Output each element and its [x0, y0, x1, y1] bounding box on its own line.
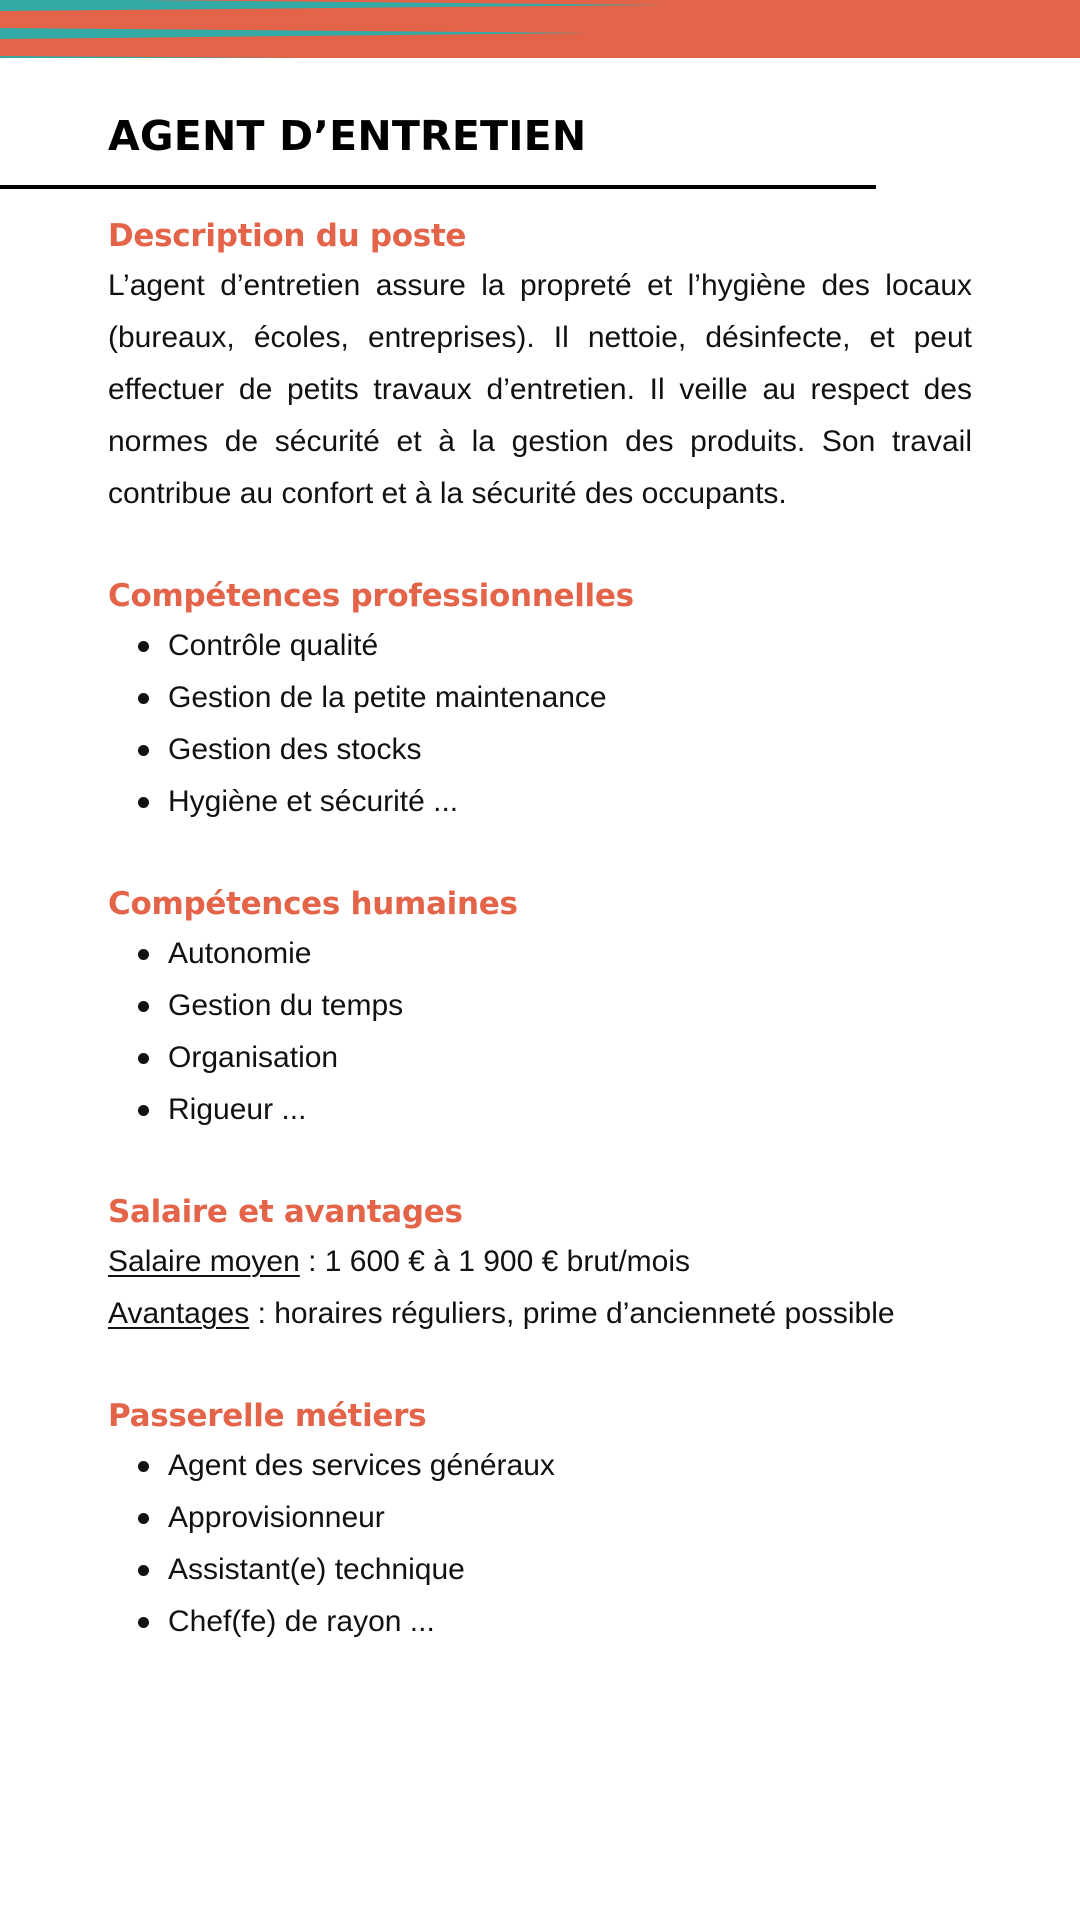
- list-item-label: Contrôle qualité: [168, 629, 379, 662]
- salary-line: [108, 1236, 972, 1288]
- list-item-label: Rigueur ...: [168, 1093, 307, 1126]
- list-item-label: Gestion de la petite maintenance: [168, 681, 607, 714]
- teal-streaks-icon: [0, 0, 1080, 58]
- human-skills-list: [108, 928, 972, 1136]
- bullet-icon: [138, 693, 149, 704]
- list-item-label: Autonomie: [168, 937, 312, 970]
- list-item: [108, 1596, 972, 1648]
- list-item-label: Organisation: [168, 1041, 339, 1074]
- list-item: [108, 1032, 972, 1084]
- list-item-label: Gestion du temps: [168, 989, 404, 1022]
- section-title-career-bridges: Passerelle métiers: [108, 1398, 427, 1434]
- professional-skills-list: [108, 620, 972, 828]
- list-item: [108, 776, 972, 828]
- list-item: [108, 1084, 972, 1136]
- section-professional-skills: [108, 572, 972, 828]
- section-career-bridges: [108, 1392, 972, 1648]
- description-paragraph: L’agent d’entretien assure la propreté et l’hygiène des locaux (bureaux, écoles, entreprises). Il nettoie, désinfecte, et peut effectuer de petits travaux d’entretien. Il veille au respect des normes de sécurité et à la gestion des produits. Son travail contribue au confort et à la sécurité des occupants.: [108, 269, 972, 510]
- list-item-label: Agent des services généraux: [168, 1449, 555, 1482]
- bullet-icon: [138, 797, 149, 808]
- benefits-label: Avantages: [108, 1297, 250, 1330]
- salary-value: 1 600 € à 1 900 € brut/mois: [324, 1245, 691, 1278]
- list-item: [108, 980, 972, 1032]
- section-title-professional-skills: Compétences professionnelles: [108, 578, 634, 614]
- list-item: [108, 1492, 972, 1544]
- list-item-label: Chef(fe) de rayon ...: [168, 1605, 435, 1638]
- bullet-icon: [138, 1565, 149, 1576]
- list-item: [108, 724, 972, 776]
- salary-label: Salaire moyen: [108, 1245, 300, 1278]
- list-item-label: Gestion des stocks: [168, 733, 422, 766]
- list-item: [108, 672, 972, 724]
- bullet-icon: [138, 641, 149, 652]
- list-item-label: Approvisionneur: [168, 1501, 385, 1534]
- bullet-icon: [138, 1105, 149, 1116]
- section-title-description: Description du poste: [108, 218, 467, 254]
- section-description: [108, 212, 972, 520]
- career-bridges-list: [108, 1440, 972, 1648]
- bullet-icon: [138, 1001, 149, 1012]
- list-item: [108, 620, 972, 672]
- section-human-skills: [108, 880, 972, 1136]
- title-divider: [0, 185, 876, 189]
- bullet-icon: [138, 1617, 149, 1628]
- job-sheet-content: [108, 212, 972, 1648]
- section-title-salary: Salaire et avantages: [108, 1194, 463, 1230]
- list-item-label: Assistant(e) technique: [168, 1553, 465, 1586]
- decorative-header-band: [0, 0, 1080, 58]
- salary-separator: :: [299, 1245, 325, 1278]
- list-item: [108, 1440, 972, 1492]
- benefits-line: [108, 1288, 972, 1340]
- bullet-icon: [138, 1053, 149, 1064]
- list-item-label: Hygiène et sécurité ...: [168, 785, 459, 818]
- page-title: AGENT D’ENTRETIEN: [108, 112, 587, 160]
- benefits-value: horaires réguliers, prime d’ancienneté possible: [274, 1297, 895, 1330]
- list-item: [108, 1544, 972, 1596]
- bullet-icon: [138, 1513, 149, 1524]
- list-item: [108, 928, 972, 980]
- section-salary: [108, 1188, 972, 1340]
- section-title-human-skills: Compétences humaines: [108, 886, 518, 922]
- bullet-icon: [138, 745, 149, 756]
- benefits-separator: :: [249, 1297, 275, 1330]
- bullet-icon: [138, 1461, 149, 1472]
- bullet-icon: [138, 949, 149, 960]
